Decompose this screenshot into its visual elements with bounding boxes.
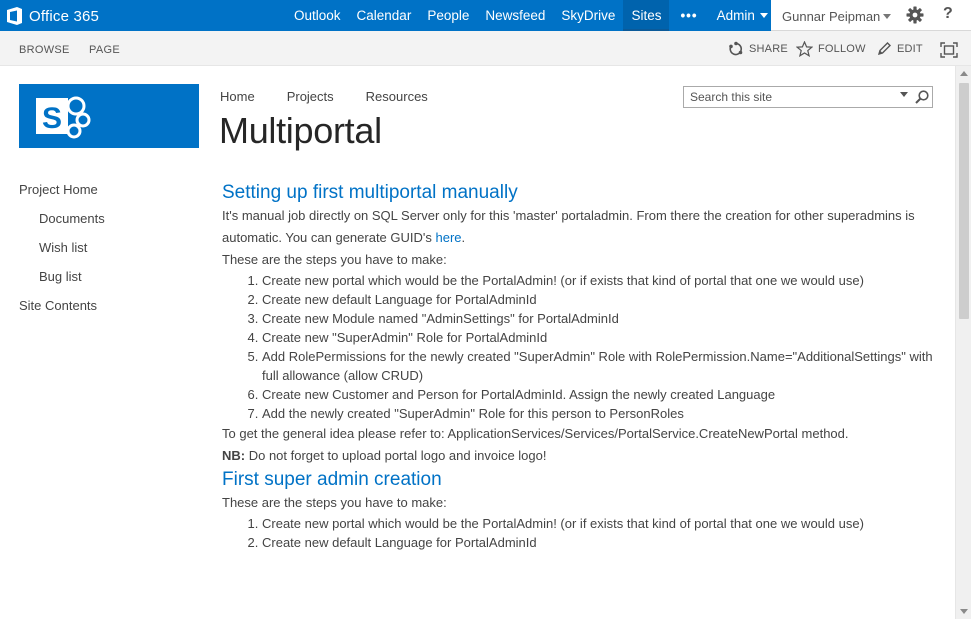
general-idea-paragraph: To get the general idea please refer to: ApplicationServices/Services/PortalService.CreateNewPortal method.	[222, 426, 849, 441]
intro-end: .	[461, 230, 466, 245]
intro-text: It's manual job directly on SQL Server only for this 'master' portaladmin. From there the creation for other superadmins is automatic. You can generate GUID's	[222, 208, 915, 245]
quick-launch	[19, 182, 199, 327]
suite-nav	[286, 0, 776, 31]
list-item: 2. Create new default Language for PortalAdminId	[262, 290, 942, 309]
user-menu[interactable]	[782, 9, 891, 24]
tab-page[interactable]: PAGE	[89, 44, 120, 56]
section-heading: First super admin creation	[222, 469, 442, 490]
search-icon[interactable]	[914, 89, 930, 105]
edit-label: EDIT	[897, 42, 923, 55]
list-item: 1. Create new portal which would be the PortalAdmin! (or if exists that kind of portal that one we would use)	[262, 271, 942, 290]
suite-bar	[0, 0, 971, 31]
sharepoint-logo-icon	[34, 92, 94, 140]
topnav-resources[interactable]: Resources	[365, 89, 428, 104]
list-item: 5. Add RolePermissions for the newly created "SuperAdmin" Role with RolePermission.Name="AdditionalSettings" with full allowance (allow CRUD)	[262, 347, 942, 385]
scroll-down-button[interactable]	[956, 603, 971, 619]
nav-more-button[interactable]: •••	[680, 8, 698, 23]
nav-skydrive[interactable]: SkyDrive	[561, 8, 616, 23]
arrow-down-icon	[960, 609, 968, 614]
nav-people[interactable]: People	[427, 8, 470, 23]
quicklaunch-item-project-home[interactable]: Project Home	[19, 182, 98, 197]
svg-text:S: S	[41, 102, 63, 135]
nb-label: NB:	[222, 448, 246, 463]
list-item: 3. Create new Module named "AdminSettings" for PortalAdminId	[262, 309, 942, 328]
focus-on-content-icon[interactable]	[940, 42, 958, 58]
quicklaunch-item-wish-list[interactable]: Wish list	[39, 240, 88, 255]
edit-button[interactable]	[877, 41, 923, 56]
arrow-up-icon	[960, 71, 968, 76]
star-icon	[796, 41, 813, 57]
follow-label: FOLLOW	[818, 43, 866, 55]
scrollbar-thumb[interactable]	[959, 83, 969, 319]
nav-newsfeed[interactable]: Newsfeed	[485, 8, 546, 23]
office-logo-icon	[6, 6, 24, 26]
guid-link[interactable]: here	[435, 230, 462, 245]
quicklaunch-item-site-contents[interactable]: Site Contents	[19, 298, 98, 313]
topnav-projects[interactable]: Projects	[286, 89, 334, 104]
section-heading: Setting up first multiportal manually	[222, 182, 518, 203]
site-logo[interactable]	[19, 84, 199, 148]
nav-admin-label: Admin	[716, 8, 755, 23]
gear-icon[interactable]	[905, 5, 925, 25]
quicklaunch-item-bug-list[interactable]: Bug list	[39, 269, 82, 284]
search-box	[683, 86, 933, 108]
nav-calendar[interactable]: Calendar	[356, 8, 412, 23]
ribbon	[0, 31, 971, 66]
user-name-label: Gunnar Peipman	[782, 9, 881, 24]
list-item: 1. Create new portal which would be the PortalAdmin! (or if exists that kind of portal that one we would use)	[262, 514, 942, 533]
nb-paragraph	[222, 445, 942, 467]
follow-button[interactable]	[796, 41, 866, 57]
intro-paragraph	[222, 205, 942, 249]
list-item: 4. Create new "SuperAdmin" Role for PortalAdminId	[262, 328, 942, 347]
office365-brand[interactable]	[6, 5, 99, 27]
list-item: 2. Create new default Language for PortalAdminId	[262, 533, 942, 552]
steps-intro: These are the steps you have to make:	[222, 495, 447, 510]
list-item: 7. Add the newly created "SuperAdmin" Role for this person to PersonRoles	[262, 404, 942, 423]
nav-outlook[interactable]: Outlook	[294, 8, 341, 23]
page-title: Multiportal	[219, 110, 382, 151]
tab-browse[interactable]: BROWSE	[19, 44, 70, 56]
quicklaunch-item-documents[interactable]: Documents	[39, 211, 105, 226]
chevron-down-icon	[883, 14, 891, 19]
vertical-scrollbar[interactable]	[955, 66, 971, 619]
scroll-up-button[interactable]	[956, 66, 971, 82]
share-button[interactable]	[728, 41, 788, 57]
nav-admin[interactable]	[709, 0, 776, 31]
steps-list	[222, 271, 942, 423]
page-content	[222, 180, 942, 552]
steps-list	[222, 514, 942, 552]
topnav-home[interactable]: Home	[220, 89, 255, 104]
help-icon[interactable]: ?	[943, 5, 953, 22]
search-scope-dropdown-icon[interactable]	[900, 92, 908, 97]
search-input[interactable]	[684, 87, 884, 107]
top-navigation	[220, 89, 460, 104]
share-label: SHARE	[749, 43, 788, 55]
list-item: 6. Create new Customer and Person for PortalAdminId. Assign the newly created Language	[262, 385, 942, 404]
brand-name: Office 365	[29, 7, 100, 25]
share-icon	[728, 41, 744, 57]
nb-text: Do not forget to upload portal logo and invoice logo!	[245, 448, 547, 463]
nav-sites[interactable]: Sites	[623, 0, 669, 31]
pencil-icon	[877, 41, 892, 56]
steps-intro: These are the steps you have to make:	[222, 252, 447, 267]
user-area	[771, 0, 971, 31]
chevron-down-icon	[760, 13, 768, 18]
